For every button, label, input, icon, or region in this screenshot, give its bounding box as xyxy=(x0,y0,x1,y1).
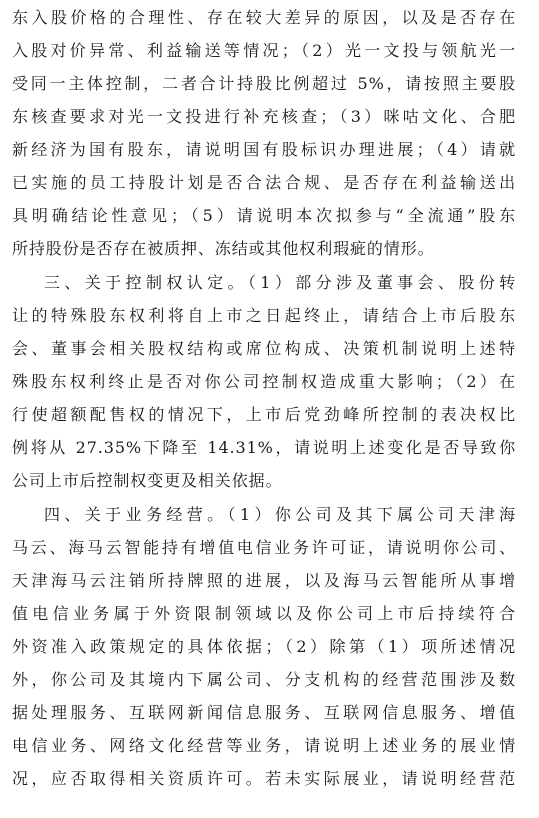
text-line: 入股对价异常、利益输送等情况；（2）光一文投与领航光一 xyxy=(12,41,516,60)
text-line: 受同一主体控制，二者合计持股比例超过 5%，请按照主要股 xyxy=(12,74,516,93)
text-line: 况，应否取得相关资质许可。若未实际展业，请说明经营范 xyxy=(12,769,516,788)
text-line: 殊股东权利终止是否对你公司控制权造成重大影响；（2）在 xyxy=(12,372,516,391)
text-line: 行使超额配售权的情况下，上市后党劲峰所控制的表决权比 xyxy=(12,405,516,424)
text-line: 让的特殊股东权利将自上市之日起终止，请结合上市后股东 xyxy=(12,306,516,325)
text-line: 东入股价格的合理性、存在较大差异的原因，以及是否存在 xyxy=(12,8,516,27)
text-line: 据处理服务、互联网新闻信息服务、互联网信息服务、增值 xyxy=(12,703,516,722)
text-line: 电信业务、网络文化经营等业务，请说明上述业务的展业情 xyxy=(12,736,516,755)
text-line: 会、董事会相关股权结构或席位构成、决策机制说明上述特 xyxy=(12,339,516,358)
text-line: 东核查要求对光一文投进行补充核查；（3）咪咕文化、合肥 xyxy=(12,107,516,126)
text-line: 所持股份是否存在被质押、冻结或其他权利瑕疵的情形。 xyxy=(12,239,435,258)
text-line: 天津海马云注销所持牌照的进展，以及海马云智能所从事增 xyxy=(12,571,516,590)
text-line: 外资准入政策规定的具体依据；（2）除第（1）项所述情况 xyxy=(12,637,516,656)
text-line: 新经济为国有股东，请说明国有股标识办理进展；（4）请就 xyxy=(12,140,516,159)
text-line: 具明确结论性意见；（5）请说明本次拟参与“全流通”股东 xyxy=(12,206,516,225)
text-line: 例将从 27.35%下降至 14.31%，请说明上述变化是否导致你 xyxy=(12,438,516,457)
section-heading-control: 三、关于控制权认定。（1）部分涉及董事会、股份转 xyxy=(44,273,516,292)
text-line: 已实施的员工持股计划是否合法合规、是否存在利益输送出 xyxy=(12,173,516,192)
text-line: 值电信业务属于外资限制领域以及你公司上市后持续符合 xyxy=(12,604,516,623)
section-heading-business: 四、关于业务经营。（1）你公司及其下属公司天津海 xyxy=(44,505,516,524)
text-line: 外，你公司及其境内下属公司、分支机构的经营范围涉及数 xyxy=(12,670,516,689)
text-line: 马云、海马云智能持有增值电信业务许可证，请说明你公司、 xyxy=(12,538,516,557)
text-line: 公司上市后控制权变更及相关依据。 xyxy=(12,471,283,490)
